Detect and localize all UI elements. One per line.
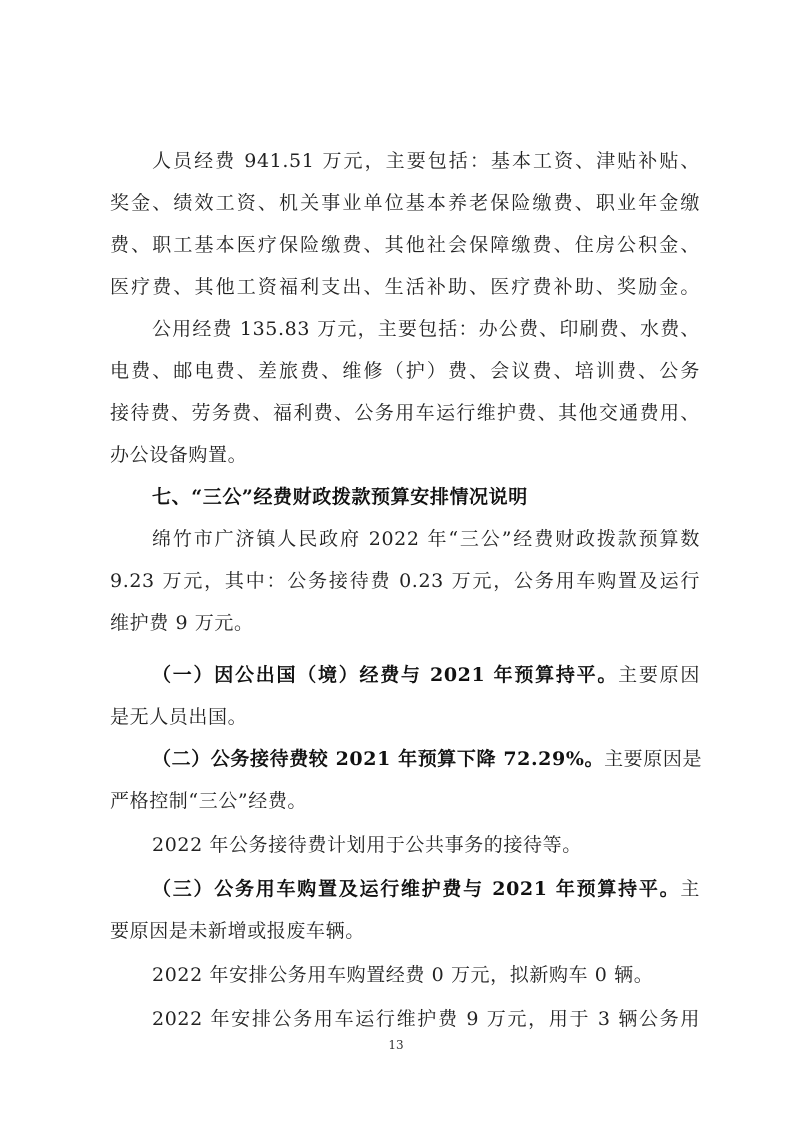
paragraph-line — [110, 184, 700, 222]
paragraph-line — [110, 912, 700, 950]
paragraph-line — [110, 604, 700, 642]
paragraph-line — [152, 142, 700, 180]
subheading-text: （三）公务用车购置及运行维护费与 2021 年预算持平。 — [152, 878, 681, 900]
line-text: 公用经费 135.83 万元，主要包括：办公费、印刷费、水费、 — [152, 318, 700, 340]
line-text: 2022 年公务接待费计划用于公共事务的接待等。 — [152, 834, 582, 856]
paragraph-line — [152, 870, 700, 908]
paragraph-line — [152, 956, 700, 994]
paragraph-line — [110, 782, 700, 820]
line-text: 主 — [680, 878, 700, 900]
line-text: 电费、邮电费、差旅费、维修（护）费、会议费、培训费、公务 — [110, 360, 700, 382]
line-text: 绵竹市广济镇人民政府 2022 年“三公”经费财政拨款预算数 — [152, 528, 700, 550]
line-text: 主要原因是 — [604, 748, 703, 770]
subheading-text: （二）公务接待费较 2021 年预算下降 72.29%。 — [152, 748, 605, 770]
subheading-text: （一）因公出国（境）经费与 2021 年预算持平。 — [152, 664, 619, 686]
line-text: 维护费 9 万元。 — [110, 612, 254, 634]
line-text: 2022 年安排公务用车购置经费 0 万元，拟新购车 0 辆。 — [152, 964, 654, 986]
section-heading — [152, 478, 700, 516]
paragraph-line — [110, 562, 700, 600]
paragraph-line — [110, 226, 700, 264]
line-text: 接待费、劳务费、福利费、公务用车运行维护费、其他交通费用、 — [110, 402, 700, 424]
line-text: 严格控制“三公”经费。 — [110, 790, 308, 812]
line-text: 费、职工基本医疗保险缴费、其他社会保障缴费、住房公积金、 — [110, 234, 700, 256]
paragraph-line — [152, 656, 700, 694]
line-text: 要原因是未新增或报废车辆。 — [110, 920, 365, 942]
line-text: 主要原因 — [618, 664, 700, 686]
paragraph-line — [110, 436, 700, 474]
line-text: 奖金、绩效工资、机关事业单位基本养老保险缴费、职业年金缴 — [110, 192, 700, 214]
line-text: 医疗费、其他工资福利支出、生活补助、医疗费补助、奖励金。 — [110, 276, 700, 298]
line-text: 人员经费 941.51 万元，主要包括：基本工资、津贴补贴、 — [152, 150, 700, 172]
paragraph-line — [110, 698, 700, 736]
paragraph-line — [152, 740, 703, 778]
line-text: 办公设备购置。 — [110, 444, 248, 466]
paragraph-line — [152, 1000, 700, 1038]
paragraph-line — [152, 826, 700, 864]
heading-text: 七、“三公”经费财政拨款预算安排情况说明 — [152, 486, 528, 508]
paragraph-line — [110, 394, 700, 432]
paragraph-line — [110, 352, 700, 390]
paragraph-line — [110, 268, 700, 306]
page-number: 13 — [388, 1038, 404, 1052]
paragraph-line — [152, 310, 700, 348]
line-text: 是无人员出国。 — [110, 706, 248, 728]
line-text: 2022 年安排公务用车运行维护费 9 万元，用于 3 辆公务用 — [152, 1008, 700, 1030]
line-text: 9.23 万元，其中：公务接待费 0.23 万元，公务用车购置及运行 — [110, 570, 700, 592]
paragraph-line — [152, 520, 700, 558]
